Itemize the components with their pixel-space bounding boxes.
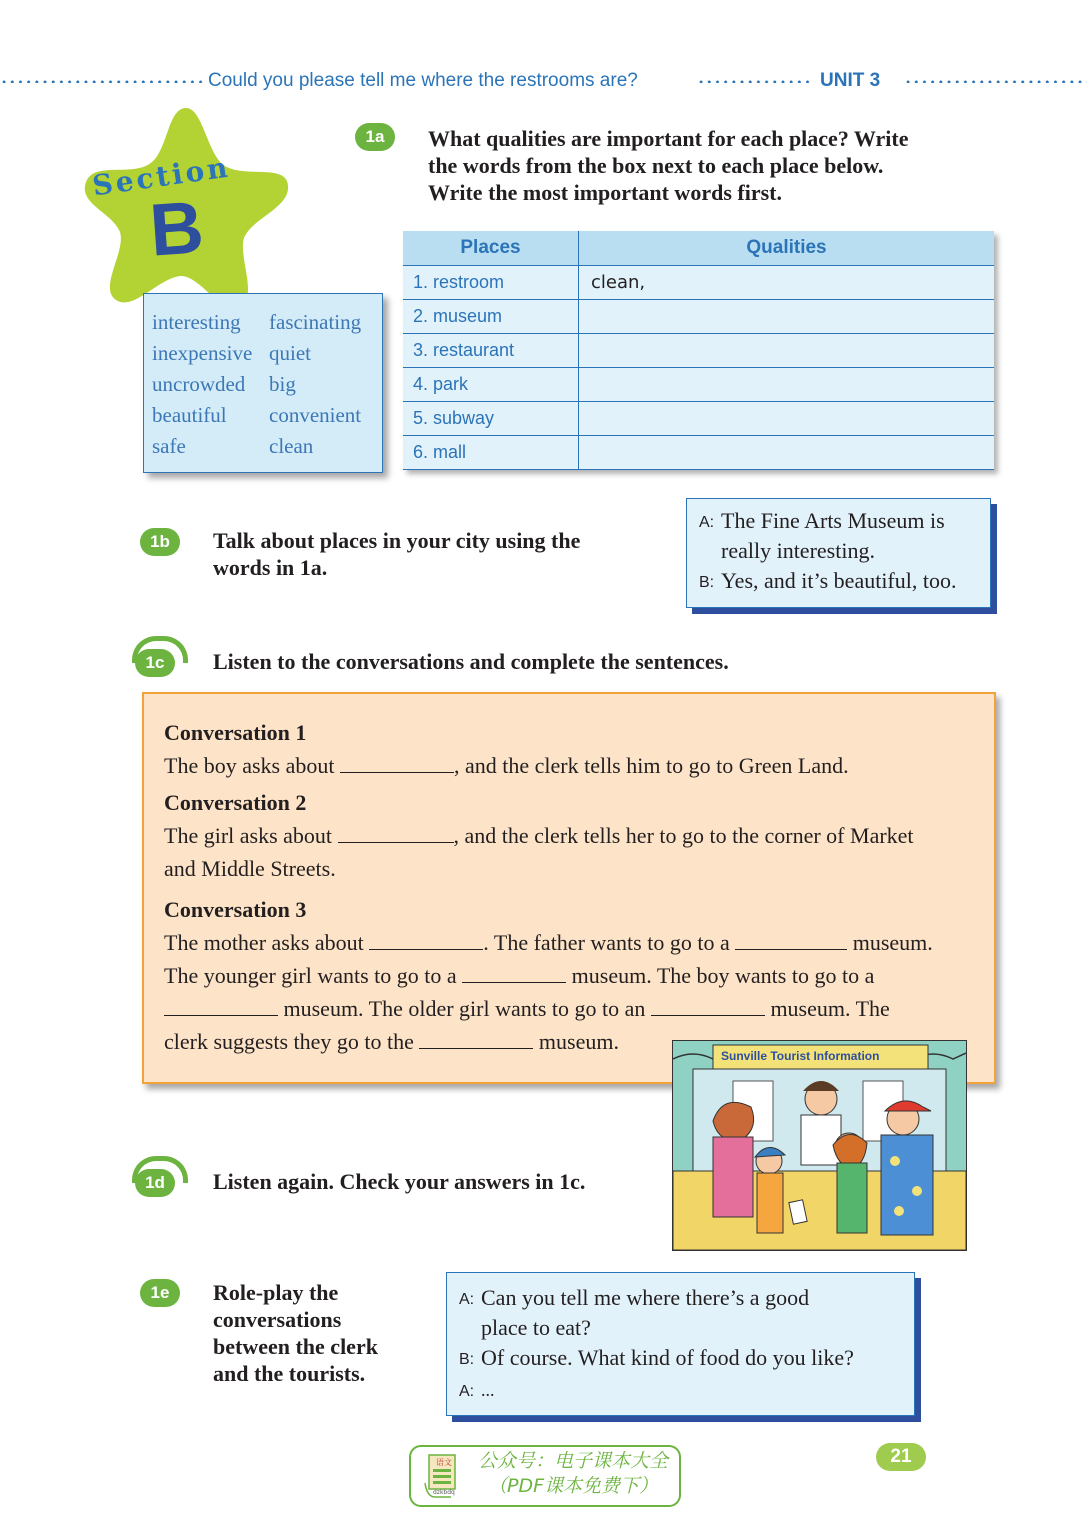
conversation-3-line	[164, 996, 890, 1022]
answer-blank[interactable]	[164, 997, 278, 1016]
instruction-1e-line: conversations	[213, 1307, 342, 1332]
dialogue-line	[459, 1343, 914, 1375]
sentence-part: clerk suggests they go to the	[164, 1029, 414, 1054]
word: quiet	[269, 341, 311, 365]
instruction-1e-line: and the tourists.	[213, 1361, 366, 1386]
instruction-1e-line: between the clerk	[213, 1334, 378, 1359]
table-row	[403, 334, 994, 368]
quality-cell[interactable]	[579, 334, 995, 368]
place-cell: 2. museum	[403, 300, 579, 334]
instruction-1a-line: Write the most important words first.	[428, 180, 782, 205]
word: clean	[269, 434, 314, 458]
sentence-part: . The father wants to go to a	[483, 930, 730, 955]
table-row	[403, 402, 994, 436]
conversation-1-title: Conversation 1	[164, 720, 307, 745]
conversation-1-text	[164, 753, 849, 779]
conversation-3-line	[164, 963, 874, 989]
word-box	[143, 293, 383, 473]
dialogue-box-1b	[686, 498, 991, 608]
instruction-1d: Listen again. Check your answers in 1c.	[213, 1169, 586, 1194]
speaker-label: B:	[459, 1351, 475, 1368]
instruction-1b-line: Talk about places in your city using the	[213, 528, 581, 553]
place-cell: 6. mall	[403, 436, 579, 470]
instruction-1a-line: What qualities are important for each place? Write	[428, 126, 909, 151]
instruction-1e	[213, 1279, 433, 1387]
badge-1e: 1e	[140, 1279, 180, 1307]
dialogue-text-line: The Fine Arts Museum is	[721, 508, 945, 533]
answer-blank[interactable]	[369, 931, 483, 950]
sentence-part: The girl asks about	[164, 823, 333, 848]
dialogue-text-line: really interesting.	[721, 538, 875, 563]
quality-cell[interactable]: clean,	[579, 266, 995, 300]
dialogue-text: Yes, and it’s beautiful, too.	[721, 568, 957, 593]
watermark	[409, 1445, 681, 1507]
sentence-part: The boy asks about	[164, 753, 335, 778]
speaker-label: A:	[459, 1383, 475, 1400]
quality-cell[interactable]	[579, 300, 995, 334]
tourist-information-illustration	[672, 1040, 967, 1251]
header-dots-right	[904, 80, 1087, 83]
conversation-2-text-cont: and Middle Streets.	[164, 856, 336, 881]
dialogue-box-1e	[446, 1272, 915, 1416]
sentence-part: museum. The boy wants to go to a	[571, 963, 875, 988]
dialogue-text-line: place to eat?	[481, 1315, 591, 1340]
sentence-part: , and the clerk tells him to go to Green Land.	[453, 753, 849, 778]
dialogue-line	[699, 566, 990, 598]
badge-1a: 1a	[355, 123, 395, 151]
conversation-box	[142, 692, 996, 1084]
header-dots-left	[0, 80, 205, 83]
dialogue-line	[459, 1375, 914, 1407]
dialogue-line	[699, 506, 990, 566]
answer-blank[interactable]	[340, 754, 454, 773]
answer-blank[interactable]	[735, 931, 847, 950]
speaker-label: A:	[699, 514, 715, 531]
badge-1c: 1c	[135, 649, 175, 677]
place-cell: 1. restroom	[403, 266, 579, 300]
table-header-row	[403, 231, 994, 266]
header-title: Could you please tell me where the restrooms are?	[208, 70, 638, 91]
speaker-label: B:	[699, 574, 715, 591]
word: fascinating	[269, 310, 362, 334]
dialogue-text-line: Can you tell me where there’s a good	[481, 1285, 810, 1310]
sentence-part: The mother asks about	[164, 930, 364, 955]
answer-blank[interactable]	[462, 964, 566, 983]
tourist-sign-text: Sunville Tourist Information	[721, 1049, 880, 1063]
instruction-1a-line: the words from the box next to each place below.	[428, 153, 884, 178]
answer-blank[interactable]	[419, 1030, 533, 1049]
conversation-3-title: Conversation 3	[164, 897, 307, 922]
sentence-part: The younger girl wants to go to a	[164, 963, 457, 988]
section-word: Section	[90, 150, 233, 203]
word: beautiful	[152, 403, 227, 427]
instruction-1e-line: Role-play the	[213, 1280, 339, 1305]
dialogue-text	[721, 506, 945, 566]
word: interesting	[152, 310, 241, 334]
book-icon-caption: dzkbdq	[433, 1489, 455, 1496]
instruction-1b	[213, 527, 663, 581]
instruction-1c: Listen to the conversations and complete the sentences.	[213, 649, 729, 674]
place-cell: 4. park	[403, 368, 579, 402]
table-row	[403, 368, 994, 402]
header-dots-middle	[697, 80, 812, 83]
book-icon-label: 语文	[436, 1458, 452, 1467]
answer-blank[interactable]	[651, 997, 765, 1016]
section-letter: B	[147, 185, 207, 272]
dialogue-line	[459, 1283, 914, 1343]
sentence-part: museum.	[852, 930, 933, 955]
watermark-line: （PDF课本免费下）	[487, 1475, 659, 1497]
badge-1b: 1b	[140, 528, 180, 556]
place-cell: 5. subway	[403, 402, 579, 436]
book-icon	[421, 1453, 463, 1499]
speaker-label: A:	[459, 1291, 475, 1308]
table-row	[403, 300, 994, 334]
dialogue-text: ...	[481, 1380, 495, 1400]
conversation-2-text	[164, 823, 914, 849]
word: big	[269, 372, 296, 396]
place-cell: 3. restaurant	[403, 334, 579, 368]
qualities-table	[403, 231, 994, 470]
sentence-part: museum.	[538, 1029, 619, 1054]
word: uncrowded	[152, 372, 246, 396]
conversation-2-title: Conversation 2	[164, 790, 307, 815]
page-number: 21	[876, 1443, 926, 1471]
table-row	[403, 266, 994, 300]
unit-label: UNIT 3	[820, 70, 881, 91]
table-row	[403, 436, 994, 470]
word: safe	[152, 434, 186, 458]
conversation-3-line	[164, 930, 933, 956]
quality-cell[interactable]	[579, 368, 995, 402]
conversation-3-line	[164, 1029, 619, 1055]
sentence-part: museum. The	[770, 996, 890, 1021]
dialogue-text	[481, 1283, 809, 1343]
instruction-1b-line: words in 1a.	[213, 555, 328, 580]
watermark-line: 公众号：电子课本大全	[477, 1450, 668, 1472]
answer-blank[interactable]	[338, 824, 454, 843]
badge-1d: 1d	[135, 1169, 175, 1197]
column-header-places: Places	[403, 231, 579, 266]
quality-cell[interactable]	[579, 436, 995, 470]
quality-cell[interactable]	[579, 402, 995, 436]
instruction-1a	[428, 125, 998, 206]
tourist-scene-icon	[673, 1041, 966, 1250]
watermark-text	[473, 1449, 673, 1499]
dialogue-text: Of course. What kind of food do you like?	[481, 1345, 854, 1370]
word: inexpensive	[152, 341, 253, 365]
sentence-part: , and the clerk tells her to go to the corner of Market	[453, 823, 914, 848]
column-header-qualities: Qualities	[579, 231, 995, 266]
word: convenient	[269, 403, 362, 427]
sentence-part: museum. The older girl wants to go to an	[283, 996, 646, 1021]
